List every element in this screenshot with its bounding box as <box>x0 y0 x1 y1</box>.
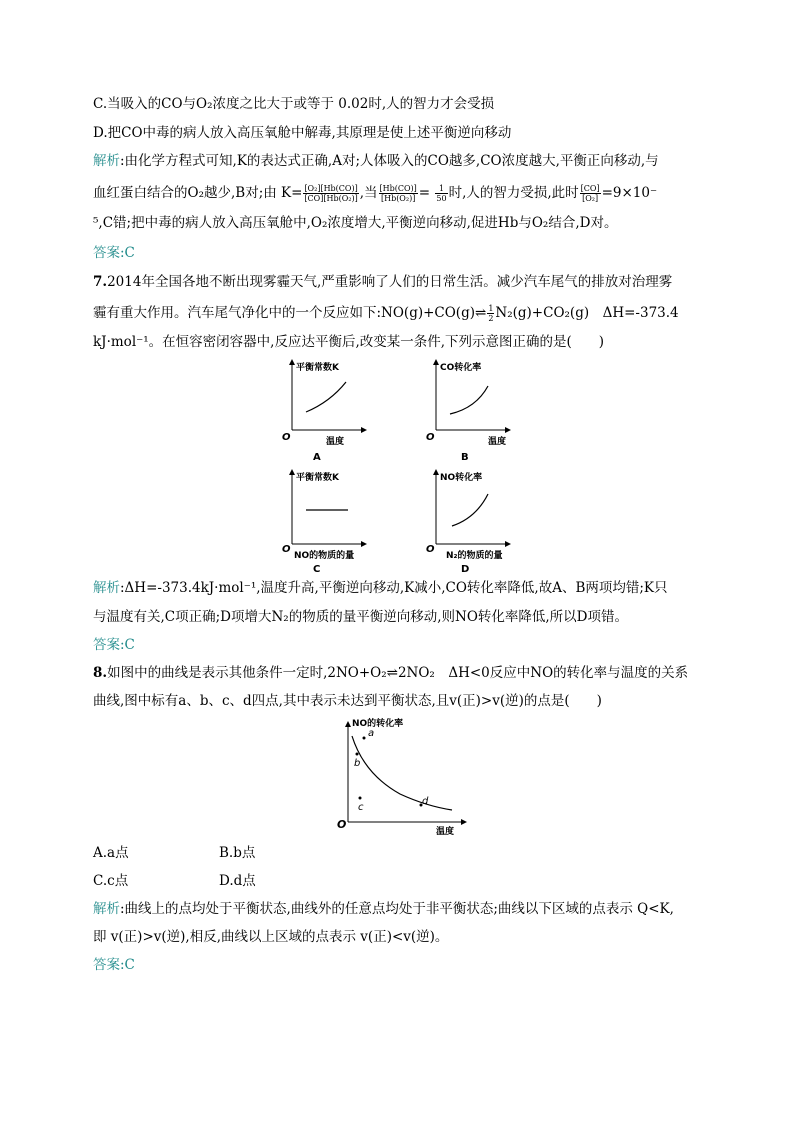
graph-b-origin: O <box>426 432 435 443</box>
analysis-label: 解析 <box>93 901 120 917</box>
analysis-text: =9×10⁻ <box>601 185 658 201</box>
point-b-dot <box>356 753 359 756</box>
point-b-label: b <box>354 758 361 769</box>
one-half-fraction: $\frac{1}{2}$ <box>488 304 494 323</box>
analysis-text: 血红蛋白结合的O₂越少,B对;由 K= <box>93 185 303 201</box>
graph-b-xlabel: 温度 <box>488 437 507 447</box>
answer-value: :C <box>120 637 135 653</box>
analysis-text: = <box>418 185 435 201</box>
graph-c-caption: C <box>313 564 321 575</box>
question-number: 8. <box>93 665 108 681</box>
q7-analysis-line-1 <box>93 580 668 596</box>
graph-a-xlabel: 温度 <box>326 437 345 447</box>
graph-c-ylabel: 平衡常数K <box>296 473 339 483</box>
question-number: 7. <box>93 274 108 290</box>
q8-answer <box>93 957 135 973</box>
graph-a <box>282 360 366 463</box>
graph-d <box>426 470 510 575</box>
graph-a-curve <box>306 382 346 412</box>
q7-answer <box>93 637 135 653</box>
co-o2-ratio-fraction: $\frac{[CO]}{\text{[O₂]}}$ <box>580 184 600 203</box>
q7-stem-line-3: kJ·mol⁻¹。在恒容密闭容器中,反应达平衡后,改变某一条件,下列示意图正确的是( ) <box>93 334 605 350</box>
q7-graphs-figure <box>0 352 794 612</box>
equilibrium-curve <box>352 736 452 810</box>
analysis-label: 解析 <box>93 580 120 596</box>
q8-stem-line-1 <box>93 665 688 681</box>
point-c-dot <box>359 797 362 800</box>
q6-analysis-line-1 <box>93 153 659 169</box>
answer-value: :C <box>120 957 135 973</box>
q6-option-d: D.把CO中毒的病人放入高压氧舱中解毒,其原理是使上述平衡逆向移动 <box>93 125 512 141</box>
question-text: 2014年全国各地不断出现雾霾天气,严重影响了人们的日常生活。减少汽车尾气的排放对治理雾 <box>107 274 673 290</box>
graph-d-ylabel: NO转化率 <box>440 473 483 483</box>
graph-d-origin: O <box>426 544 435 555</box>
analysis-label: 解析 <box>93 153 120 169</box>
point-a-label: a <box>368 728 375 739</box>
q7-stem-line-1 <box>93 274 672 290</box>
graph-b-caption: B <box>461 452 469 463</box>
answer-label: 答案 <box>93 957 120 973</box>
graph-ylabel: NO的转化率 <box>352 719 404 729</box>
point-d-label: d <box>422 796 429 807</box>
q8-analysis-line-1 <box>93 901 674 917</box>
q6-analysis-line-2 <box>93 184 657 203</box>
graph-b <box>426 360 510 463</box>
answer-label: 答案 <box>93 637 120 653</box>
point-c-label: c <box>358 802 364 813</box>
analysis-text: :ΔH=-373.4kJ·mol⁻¹,温度升高,平衡逆向移动,K减小,CO转化率降低,故A、B两项均错;K只 <box>120 580 668 596</box>
q7-stem-line-2 <box>93 304 679 323</box>
q8-option-c: C.c点 <box>93 873 129 889</box>
q8-graph-figure <box>0 712 794 842</box>
graph-c-origin: O <box>282 544 291 555</box>
question-text: 霾有重大作用。汽车尾气净化中的一个反应如下:NO(g)+CO(g)⇌ <box>93 305 487 321</box>
k-expression-fraction: $\frac{\text{[O₂][Hb(CO)]}}{\text{[CO][Hb(O₂)]}}$ <box>304 184 358 203</box>
analysis-text: ,当 <box>359 185 378 201</box>
graph-d-curve <box>452 494 488 526</box>
graph-d-caption: D <box>461 564 470 575</box>
q7-analysis-line-2: 与温度有关,C项正确;D项增大N₂的物质的量平衡逆向移动,则NO转化率降低,所以D项错。 <box>93 609 629 625</box>
q8-option-b: B.b点 <box>219 845 256 861</box>
graph-c-xlabel: NO的物质的量 <box>294 551 355 561</box>
one-fiftieth-fraction: $\frac{1}{50}$ <box>436 184 447 203</box>
q8-option-d: D.d点 <box>219 873 256 889</box>
graph-a-ylabel: 平衡常数K <box>296 363 339 373</box>
hb-ratio-fraction: $\frac{[Hb(CO)]}{\text{[Hb(O₂)]}}$ <box>379 184 417 203</box>
question-text: 如图中的曲线是表示其他条件一定时,2NO+O₂⇌2NO₂ ΔH<0反应中NO的转化率与温度的关系 <box>107 665 689 681</box>
q6-analysis-line-3: ⁵,C错;把中毒的病人放入高压氧舱中,O₂浓度增大,平衡逆向移动,促进Hb与O₂结合,D对。 <box>93 215 618 231</box>
analysis-text: :曲线上的点均处于平衡状态,曲线外的任意点均处于非平衡状态;曲线以下区域的点表示 Q<K, <box>120 901 674 917</box>
graph-a-origin: O <box>282 432 291 443</box>
graph-b-ylabel: CO转化率 <box>440 363 482 373</box>
q6-answer <box>93 245 135 261</box>
analysis-text: :由化学方程式可知,K的表达式正确,A对;人体吸入的CO越多,CO浓度越大,平衡正向移动,与 <box>120 153 659 169</box>
question-text: N₂(g)+CO₂(g) ΔH=-373.4 <box>495 305 679 321</box>
q8-option-a: A.a点 <box>93 845 129 861</box>
q8-stem-line-2: 曲线,图中标有a、b、c、d四点,其中表示未达到平衡状态,且v(正)>v(逆)的点是( ) <box>93 693 602 709</box>
graph-origin: O <box>337 818 347 831</box>
graph-c <box>282 470 366 575</box>
q8-analysis-line-2: 即 v(正)>v(逆),相反,曲线以上区域的点表示 v(正)<v(逆)。 <box>93 929 449 945</box>
answer-value: :C <box>120 245 135 261</box>
graph-d-xlabel: N₂的物质的量 <box>446 551 503 561</box>
analysis-text: 时,人的智力受损,此时 <box>448 185 579 201</box>
q6-option-c: C.当吸入的CO与O₂浓度之比大于或等于 0.02时,人的智力才会受损 <box>93 96 495 112</box>
graph-b-curve <box>450 386 488 414</box>
graph-a-caption: A <box>313 452 321 463</box>
graph-xlabel: 温度 <box>436 827 455 837</box>
answer-label: 答案 <box>93 245 120 261</box>
point-a-dot <box>363 737 366 740</box>
